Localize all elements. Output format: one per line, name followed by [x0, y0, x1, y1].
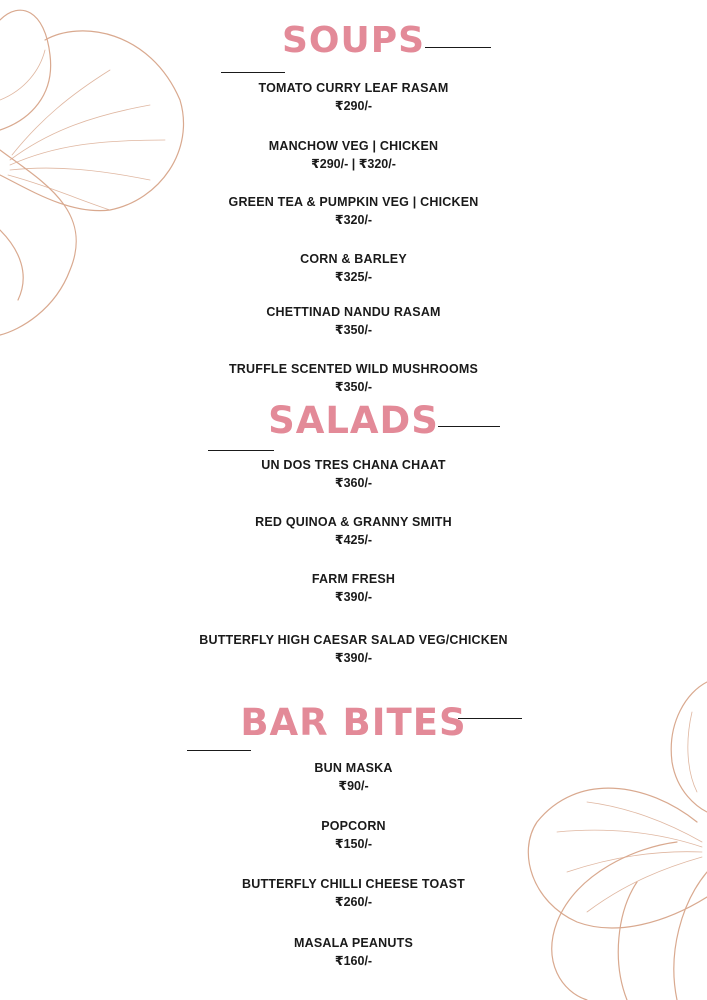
- section-heading-bar-bites: BAR BITES: [240, 701, 467, 744]
- menu-item-name: TOMATO CURRY LEAF RASAM: [258, 81, 449, 95]
- menu-item-price: ₹390/-: [334, 590, 373, 604]
- menu-item: [0, 361, 707, 397]
- menu-item-name: TRUFFLE SCENTED WILD MUSHROOMS: [228, 362, 479, 376]
- menu-item-price: ₹360/-: [334, 476, 373, 490]
- menu-item-name: MANCHOW VEG | CHICKEN: [268, 139, 439, 153]
- heading-rule-left: [187, 750, 251, 751]
- menu-item-name: POPCORN: [321, 819, 386, 833]
- menu-item: [0, 457, 707, 493]
- heading-rule-left: [208, 450, 274, 451]
- menu-item: [0, 80, 707, 116]
- menu-item-name: BUN MASKA: [314, 761, 393, 775]
- menu-item-price: ₹350/-: [334, 380, 373, 394]
- menu-item: [0, 760, 707, 796]
- menu-item-name: FARM FRESH: [311, 572, 396, 586]
- menu-item-name: CHETTINAD NANDU RASAM: [266, 305, 441, 319]
- heading-rule-right: [458, 718, 522, 719]
- menu-item-price: ₹150/-: [334, 837, 373, 851]
- menu-item-price: ₹320/-: [334, 213, 373, 227]
- menu-item-price: ₹290/-: [334, 99, 373, 113]
- section-heading-soups: SOUPS: [281, 20, 426, 61]
- menu-item-price: ₹260/-: [334, 895, 373, 909]
- menu-item-price: ₹290/- | ₹320/-: [311, 157, 396, 171]
- menu-item-name: RED QUINOA & GRANNY SMITH: [255, 515, 452, 529]
- menu-item: [0, 935, 707, 971]
- menu-item: [0, 514, 707, 550]
- menu-item: [0, 251, 707, 287]
- menu-item: [0, 138, 707, 174]
- menu-item-name: CORN & BARLEY: [300, 252, 407, 266]
- menu-item-price: ₹350/-: [334, 323, 373, 337]
- menu-item-name: MASALA PEANUTS: [293, 936, 413, 950]
- menu-item: [0, 632, 707, 668]
- menu-item: [0, 304, 707, 340]
- heading-rule-right: [425, 47, 491, 48]
- menu-item: [0, 876, 707, 912]
- heading-rule-left: [221, 72, 285, 73]
- menu-item: [0, 194, 707, 230]
- menu-item-name: GREEN TEA & PUMPKIN VEG | CHICKEN: [228, 195, 479, 209]
- menu-item-name: UN DOS TRES CHANA CHAAT: [261, 458, 446, 472]
- menu-item-price: ₹90/-: [338, 779, 369, 793]
- menu-item-price: ₹425/-: [334, 533, 373, 547]
- menu-item-name: BUTTERFLY HIGH CAESAR SALAD VEG/CHICKEN: [199, 633, 508, 647]
- section-heading-salads: SALADS: [268, 399, 439, 442]
- menu-item-name: BUTTERFLY CHILLI CHEESE TOAST: [242, 877, 465, 891]
- menu-item-price: ₹160/-: [334, 954, 373, 968]
- menu-item: [0, 571, 707, 607]
- menu-item-price: ₹390/-: [334, 651, 373, 665]
- menu-item: [0, 818, 707, 854]
- menu-item-price: ₹325/-: [334, 270, 373, 284]
- heading-rule-right: [438, 426, 500, 427]
